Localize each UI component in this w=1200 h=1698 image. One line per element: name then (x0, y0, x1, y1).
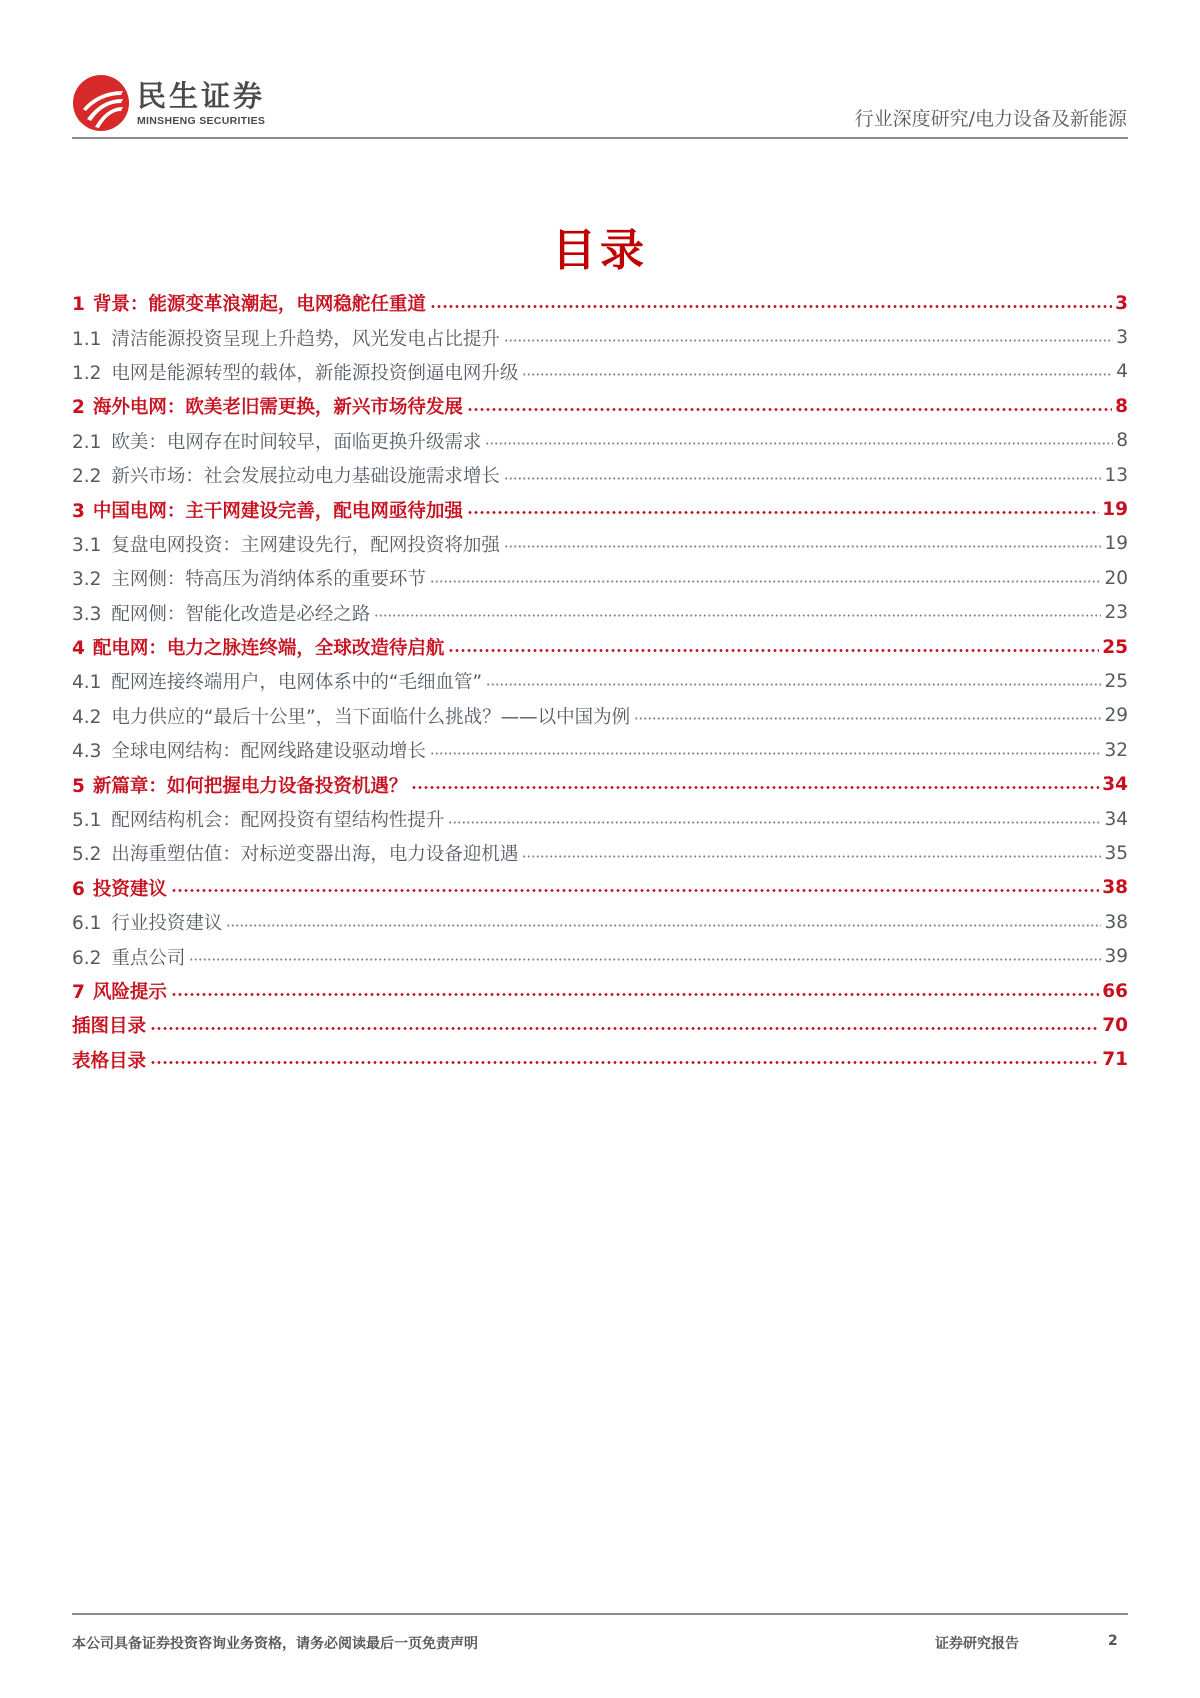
toc-entry-page: 34 (1102, 774, 1128, 796)
toc-entry-label (72, 737, 426, 763)
footer-disclaimer: 本公司具备证券投资咨询业务资格，请务必阅读最后一页免责声明 (72, 1636, 478, 1652)
report-category: 行业深度研究/电力设备及新能源 (854, 108, 1127, 130)
toc-subsection-link[interactable] (72, 802, 1128, 836)
toc-entry-label (72, 393, 463, 419)
toc-entry-page: 8 (1116, 430, 1128, 452)
toc-entry-number: 4.3 (72, 741, 102, 763)
dot-leader (522, 373, 1113, 376)
toc-entry-page: 20 (1104, 567, 1128, 589)
toc-entry-text: 表格目录 (72, 1050, 147, 1072)
brand-logo (73, 75, 265, 131)
toc-entry-number: 2.1 (72, 431, 102, 453)
toc-entry-page: 39 (1104, 946, 1128, 968)
toc-section-link[interactable] (72, 286, 1128, 320)
toc-entry-number: 4.1 (72, 672, 102, 694)
toc-entry-label (72, 497, 463, 523)
toc-entry-page: 8 (1115, 395, 1128, 417)
toc-section-link[interactable] (72, 1043, 1128, 1077)
toc-entry-number: 6 (72, 878, 85, 900)
toc-entry-page: 32 (1104, 739, 1128, 761)
toc-entry-number: 5.2 (72, 844, 102, 866)
toc-entry-label (72, 1012, 146, 1038)
toc-entry-label (72, 565, 426, 591)
toc-entry-text: 欧美：电网存在时间较早，面临更换升级需求 (111, 431, 482, 453)
toc-subsection-link[interactable] (72, 355, 1128, 389)
toc-entry-text: 配网连接终端用户，电网体系中的“毛细血管” (111, 672, 483, 694)
dot-leader (504, 477, 1102, 480)
dot-leader (522, 855, 1101, 858)
toc-entry-page: 70 (1102, 1014, 1128, 1036)
dot-leader (411, 786, 1099, 789)
toc-entry-number: 4.2 (72, 706, 102, 728)
dot-leader (486, 683, 1101, 686)
toc-entry-page: 38 (1104, 911, 1128, 933)
toc-entry-page: 3 (1115, 292, 1128, 314)
brand-name-en: MINSHENG SECURITIES (137, 114, 266, 127)
toc-entry-page: 19 (1104, 533, 1128, 555)
toc-entry-text: 主网侧：特高压为消纳体系的重要环节 (111, 569, 426, 591)
toc-section-link[interactable] (72, 767, 1128, 801)
toc-subsection-link[interactable] (72, 699, 1128, 733)
toc-entry-text: 行业投资建议 (111, 913, 223, 935)
toc-entry-label (72, 290, 426, 316)
toc-subsection-link[interactable] (72, 939, 1128, 973)
toc-entry-number: 3.2 (72, 569, 102, 591)
toc-entry-number: 1.2 (72, 362, 102, 384)
toc-section-link[interactable] (72, 871, 1128, 905)
toc-entry-number: 3.1 (72, 534, 102, 556)
toc-entry-label (72, 325, 500, 351)
dot-leader (150, 1061, 1099, 1064)
toc-entry-page: 71 (1102, 1049, 1128, 1071)
dot-leader (226, 924, 1101, 927)
toc-entry-text: 中国电网：主干网建设完善，配电网亟待加强 (92, 500, 463, 522)
toc-entry-label (72, 1047, 146, 1073)
toc-entry-page: 38 (1102, 877, 1128, 899)
toc-entry-text: 新篇章：如何把握电力设备投资机遇？ (92, 775, 408, 797)
toc-entry-number: 2.2 (72, 466, 102, 488)
toc-entry-text: 电网是能源转型的载体，新能源投资倒逼电网升级 (111, 362, 519, 384)
dot-leader (634, 717, 1101, 720)
toc-subsection-link[interactable] (72, 733, 1128, 767)
toc-entry-label (72, 531, 500, 557)
toc-subsection-link[interactable] (72, 458, 1128, 492)
toc-entry-text: 配网结构机会：配网投资有望结构性提升 (111, 810, 445, 832)
toc-subsection-link[interactable] (72, 527, 1128, 561)
toc-entry-text: 复盘电网投资：主网建设先行，配网投资将加强 (111, 534, 500, 556)
toc-entry-text: 电力供应的“最后十公里”，当下面临什么挑战？——以中国为例 (111, 706, 631, 728)
toc-entry-number: 6.1 (72, 913, 102, 935)
toc-entry-label (72, 978, 167, 1004)
toc-entry-page: 25 (1104, 670, 1128, 692)
toc-entry-number: 6.2 (72, 947, 102, 969)
toc-entry-label (72, 909, 222, 935)
dot-leader (430, 752, 1102, 755)
toc-entry-page: 34 (1104, 808, 1128, 830)
toc-entry-text: 重点公司 (111, 947, 186, 969)
toc-entry-label (72, 668, 482, 694)
toc-entry-text: 海外电网：欧美老旧需更换，新兴市场待发展 (92, 397, 463, 419)
toc-entry-text: 插图目录 (72, 1016, 147, 1038)
toc-entry-label (72, 806, 444, 832)
toc-entry-label (72, 600, 370, 626)
toc-subsection-link[interactable] (72, 320, 1128, 354)
dot-leader (485, 442, 1113, 445)
dot-leader (467, 408, 1112, 411)
toc-section-link[interactable] (72, 389, 1128, 423)
toc-entry-page: 29 (1104, 705, 1128, 727)
toc-entry-label (72, 875, 167, 901)
toc-entry-text: 背景：能源变革浪潮起，电网稳舵任重道 (92, 294, 426, 316)
toc-entry-label (72, 840, 518, 866)
toc-entry-text: 新兴市场：社会发展拉动电力基础设施需求增长 (111, 466, 500, 488)
toc-entry-text: 投资建议 (92, 878, 167, 900)
toc-subsection-link[interactable] (72, 424, 1128, 458)
toc-entry-text: 配网侧：智能化改造是必经之路 (111, 603, 371, 625)
dot-leader (150, 1027, 1099, 1030)
toc-section-link[interactable] (72, 492, 1128, 526)
toc-entry-number: 7 (72, 982, 85, 1003)
dot-leader (504, 545, 1102, 548)
toc-entry-label (72, 462, 500, 488)
toc-entry-text: 风险提示 (92, 982, 167, 1003)
dot-leader (430, 305, 1112, 308)
toc-entry-number: 1 (72, 294, 85, 316)
toc-entry-number: 5.1 (72, 810, 102, 832)
toc-entry-label (72, 944, 185, 970)
toc-entry-page: 66 (1102, 980, 1128, 1002)
toc-entry-label (72, 359, 518, 385)
minsheng-logo-icon (73, 75, 129, 131)
footer-divider (72, 1613, 1128, 1615)
toc-subsection-link[interactable] (72, 664, 1128, 698)
dot-leader (467, 511, 1099, 514)
header-divider (72, 137, 1128, 139)
toc-section-link[interactable] (72, 974, 1128, 1008)
page-title: 目录 (552, 225, 648, 276)
toc-section-link[interactable] (72, 1008, 1128, 1042)
toc-entry-page: 23 (1104, 602, 1128, 624)
dot-leader (374, 614, 1101, 617)
dot-leader (189, 958, 1101, 961)
toc-subsection-link[interactable] (72, 561, 1128, 595)
toc-entry-number: 2 (72, 397, 85, 419)
toc-entry-label (72, 703, 630, 729)
dot-leader (448, 821, 1101, 824)
page-number: 2 (1108, 1633, 1118, 1649)
dot-leader (430, 580, 1102, 583)
toc-entry-number: 3.3 (72, 603, 102, 625)
toc-entry-number: 1.1 (72, 328, 102, 350)
toc-subsection-link[interactable] (72, 836, 1128, 870)
toc-entry-label (72, 772, 407, 798)
toc-entry-text: 出海重塑估值：对标逆变器出海，电力设备迎机遇 (111, 844, 519, 866)
footer-doc-type: 证券研究报告 (935, 1636, 1019, 1652)
toc-entry-label (72, 428, 481, 454)
toc-entry-page: 19 (1102, 499, 1128, 521)
toc-entry-page: 25 (1102, 636, 1128, 658)
toc-entry-number: 3 (72, 500, 85, 522)
toc-entry-label (72, 634, 444, 660)
toc-subsection-link[interactable] (72, 596, 1128, 630)
toc-entry-page: 3 (1116, 327, 1128, 349)
toc-entry-text: 全球电网结构：配网线路建设驱动增长 (111, 741, 426, 763)
dot-leader (504, 339, 1113, 342)
brand-name-cn: 民生证券 (137, 78, 266, 113)
toc-entry-page: 4 (1116, 361, 1128, 383)
toc-subsection-link[interactable] (72, 905, 1128, 939)
dot-leader (448, 649, 1099, 652)
toc-entry-number: 4 (72, 638, 85, 660)
dot-leader (171, 993, 1099, 996)
toc-entry-page: 13 (1104, 464, 1128, 486)
toc-entry-text: 清洁能源投资呈现上升趋势，风光发电占比提升 (111, 328, 500, 350)
toc-entry-page: 35 (1104, 842, 1128, 864)
toc-section-link[interactable] (72, 630, 1128, 664)
table-of-contents (72, 286, 1128, 1077)
dot-leader (171, 889, 1099, 892)
toc-entry-number: 5 (72, 775, 85, 797)
toc-entry-text: 配电网：电力之脉连终端，全球改造待启航 (92, 638, 445, 660)
